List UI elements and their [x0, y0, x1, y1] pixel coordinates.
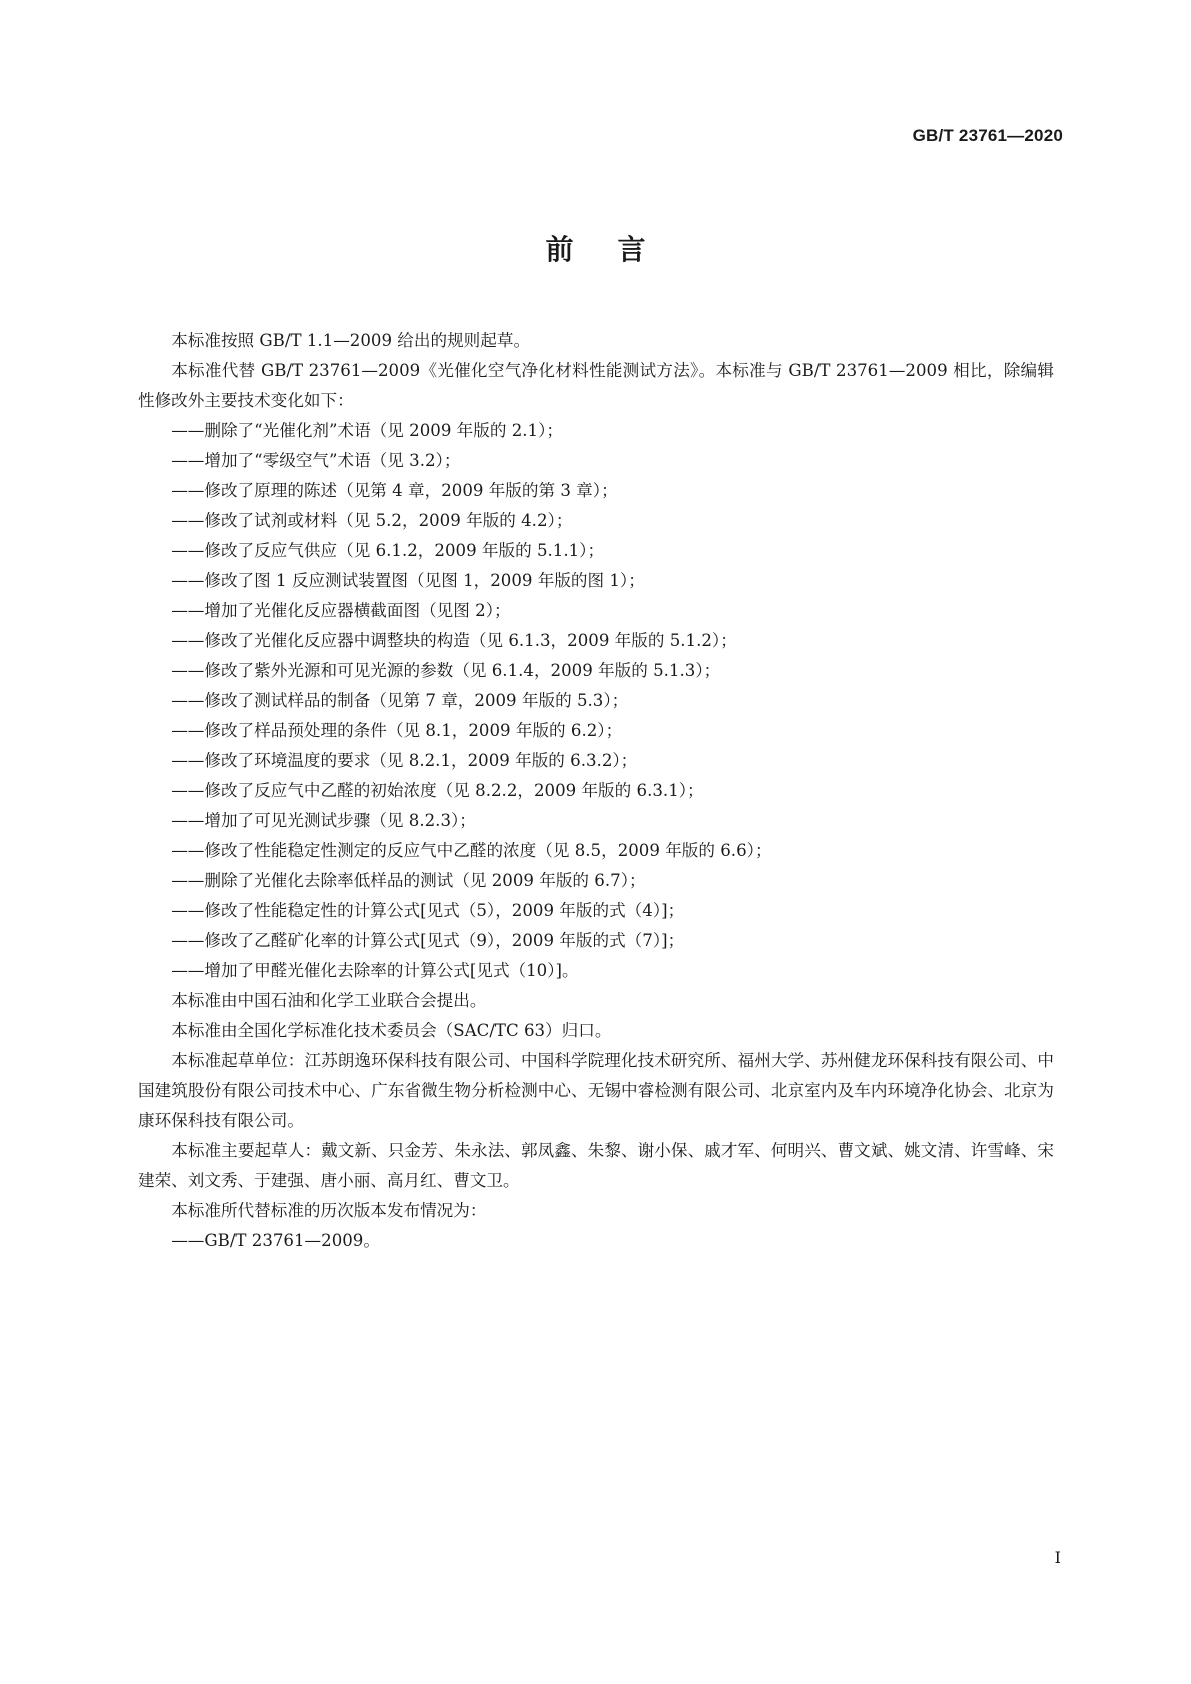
change-item: ——修改了紫外光源和可见光源的参数（见 6.1.4，2009 年版的 5.1.3）；: [171, 661, 721, 680]
changes-list: [138, 416, 1054, 986]
change-item: ——修改了环境温度的要求（见 8.2.1，2009 年版的 6.3.2）；: [171, 751, 638, 770]
change-item: ——修改了原理的陈述（见第 4 章，2009 年版的第 3 章）；: [171, 481, 618, 500]
change-item: ——修改了性能稳定性的计算公式[见式（5），2009 年版的式（4）]；: [171, 901, 685, 920]
change-item: ——删除了“光催化剂”术语（见 2009 年版的 2.1）；: [171, 421, 563, 440]
change-item: ——修改了样品预处理的条件（见 8.1，2009 年版的 6.2）；: [171, 721, 623, 740]
change-item: ——修改了反应气中乙醛的初始浓度（见 8.2.2，2009 年版的 6.3.1）；: [171, 781, 704, 800]
change-item: ——删除了光催化去除率低样品的测试（见 2009 年版的 6.7）；: [171, 871, 646, 890]
change-item: ——修改了测试样品的制备（见第 7 章，2009 年版的 5.3）；: [171, 691, 629, 710]
change-item: ——修改了反应气供应（见 6.1.2，2009 年版的 5.1.1）；: [171, 541, 605, 560]
change-item: ——修改了光催化反应器中调整块的构造（见 6.1.3，2009 年版的 5.1.2）；: [171, 631, 737, 650]
paragraph-drafters: 本标准主要起草人：戴文新、只金芳、朱永法、郭凤鑫、朱黎、谢小保、戚才军、何明兴、曹文斌、姚文清、许雪峰、宋建荣、刘文秀、于建强、唐小丽、高月红、曹文卫。: [138, 1141, 1054, 1190]
paragraph-proposer: 本标准由中国石油和化学工业联合会提出。: [171, 991, 487, 1010]
change-item: ——修改了乙醛矿化率的计算公式[见式（9），2009 年版的式（7）]；: [171, 931, 685, 950]
paragraph-replacement: 本标准代替 GB/T 23761—2009《光催化空气净化材料性能测试方法》。本标准与 GB/T 23761—2009 相比，除编辑性修改外主要技术变化如下：: [138, 361, 1054, 410]
change-item: ——增加了可见光测试步骤（见 8.2.3）；: [171, 811, 476, 830]
change-item: ——增加了“零级空气”术语（见 3.2）；: [171, 451, 461, 470]
page-title: 前言: [545, 233, 690, 266]
paragraph-drafting-rule: 本标准按照 GB/T 1.1—2009 给出的规则起草。: [171, 331, 531, 350]
document-body: [138, 326, 1054, 1256]
change-item: ——修改了性能稳定性测定的反应气中乙醛的浓度（见 8.5，2009 年版的 6.6）；: [171, 841, 772, 860]
change-item: ——增加了甲醛光催化去除率的计算公式[见式（10）]。: [171, 961, 579, 980]
change-item: ——增加了光催化反应器横截面图（见图 2）；: [171, 601, 511, 620]
page-number: I: [1054, 1548, 1061, 1567]
paragraph-history-intro: 本标准所代替标准的历次版本发布情况为：: [171, 1201, 487, 1220]
change-item: ——修改了试剂或材料（见 5.2，2009 年版的 4.2）；: [171, 511, 573, 530]
paragraph-drafting-units: 本标准起草单位：江苏朗逸环保科技有限公司、中国科学院理化技术研究所、福州大学、苏州健龙环保科技有限公司、中国建筑股份有限公司技术中心、广东省微生物分析检测中心、无锡中睿检测有限公司、北京室内及车内环境净化协会、北京为康环保科技有限公司。: [138, 1051, 1054, 1130]
standard-code: GB/T 23761—2020: [912, 126, 1063, 145]
paragraph-committee: 本标准由全国化学标准化技术委员会（SAC/TC 63）归口。: [171, 1021, 612, 1040]
history-item: ——GB/T 23761—2009。: [171, 1231, 380, 1250]
change-item: ——修改了图 1 反应测试装置图（见图 1，2009 年版的图 1）；: [171, 571, 645, 590]
